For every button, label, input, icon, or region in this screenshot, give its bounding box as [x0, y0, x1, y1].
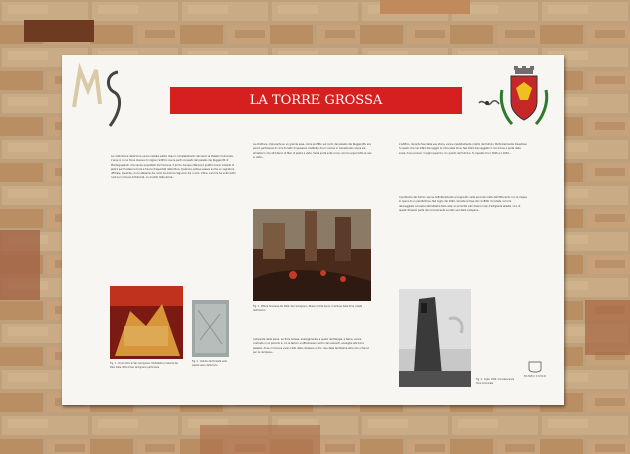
plaque-title: LA TORRE GROSSA [170, 87, 462, 114]
fig4-tower-1944-photo [399, 289, 471, 387]
fig2-caption: Fig. 2 - Veduta dal Podestà sulla piazza verso della torre [192, 360, 227, 367]
column3-intro-text: L'edificio, durante fasi della sua storia, venne ripetutamente colpito dai fulmini. Particolarmente disastroso fu quello che nel 1494 danneggiò la cima della torre; Nel 1622 danneggiato il cornicione e parte delle scale, dove sorsero i luoghi superiori. Un quarto del fulmine, fu riparato tra il 1626 e il 1630... [399, 143, 527, 155]
museum-brand-label: MUSEO CIVICO [523, 374, 547, 378]
fig1-caption: Fig. 1 - Vicolo Ozio al San Gimignano. Modellista e Insieme del Palio dalla città di San Gimignano particolare [110, 362, 178, 369]
museum-m-logo [70, 62, 130, 132]
column2-intro-text: La struttura, imponente su un grande asse, come profitto sul conto del palazzo dei Ruggerotti, era perciò pertinenza di circa 8 metri di spessore costituito da un nucleo in calcestruzzo sopra sia all'esterno che all'interno di filari di pietra a vista. Sulla porta sulla croce, ancora sopra tutte le rasi in vista... [253, 143, 372, 159]
column2-lower-text: campanile della pieve. La Torre Grossa, analogamente a quello del Mangia, a Siena, venne costruita in un periodo in cui le fazioni si affermavano entro dei nascenti, analoghe alla torre palazzo, dove il Comune verso l'alto delle campane e fra i due delle tantissime altre che vi fanno per la campana... [253, 338, 370, 354]
fig2-tower-view-photo [192, 300, 229, 357]
fig3-caption: Fig. 3 - Pittura funeraria del 1600, San Gimignano, Museo d'Arte Sacra. Il Ventoso della Torre collata dell'interno. [253, 305, 363, 312]
fig4-caption: Fig. 4 - luglio 1944, Convalescenza Torre Comunale [476, 378, 515, 385]
city-coat-of-arms-icon [498, 66, 550, 128]
column3-lower-text: Il problema dei fulmini venne definitivamente scongiurato nella seconda metà dell'Ottocento con la messa in opera di un parafulmine. Nel luglio del 1944, durante la fase del conflitto mondiale, la torre danneggiata nel salire dell'altezza della villa; la sommità subì diversi colpi d'artiglieria alleata. Uno di questi dimezzò parte del coronamento sul lato sud della campana... [399, 196, 527, 212]
decorative-swirl-icon [478, 97, 500, 109]
fig3-funeral-painting-photo [253, 209, 371, 301]
museum-brand-icon [528, 361, 542, 373]
fig1-palio-model-photo [110, 286, 183, 359]
column1-intro-text: La costruzione della torre venne iniziata subito dopo il completamento dei lavori al Palazzo Comunale. L'area in cui si trova doveva di origine l'edificio ove le parti occupato dal palazzo dei Ruggerotti di Montegualandi, che venne acquistato dal Comune. Il primo dunque ottennerò quattro buoni inizianti di pietra per fondare la torre e furono trasportati dalle Mura. Qualcuno poteva essere anche un regnatore ufficiale. Qualche, di cui abbiamo dei nomi da Antonio Signorini tra i nomi, infine. La torre ha unito tutti i ruoli sul comune di Robinda, un erudito della storia... [111, 155, 237, 180]
